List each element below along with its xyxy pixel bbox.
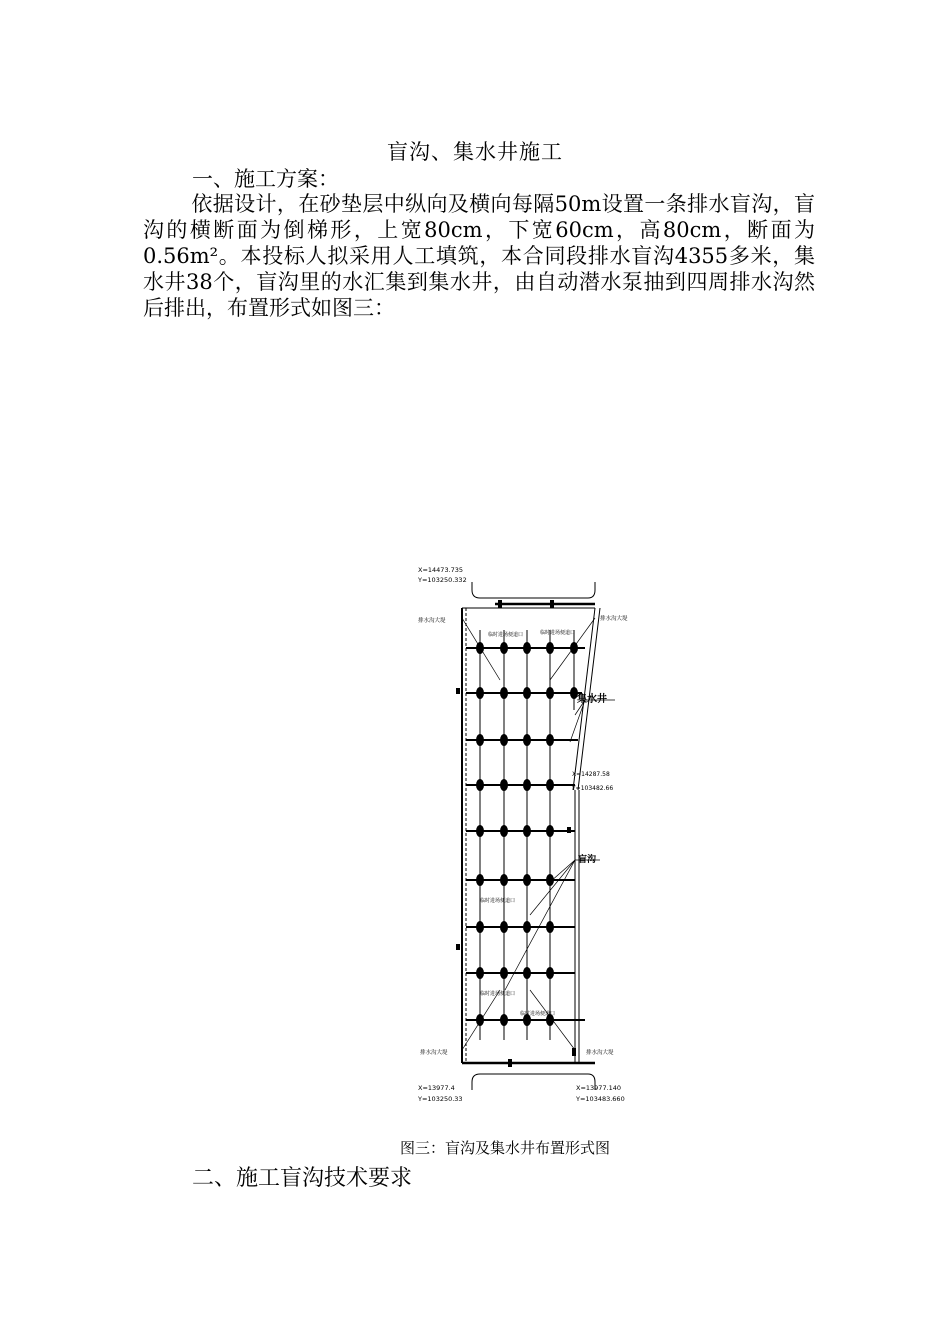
label-ditch-top-left: 排水沟大堤: [418, 618, 446, 624]
coord-mid-right-y: Y=103482.66: [572, 785, 614, 792]
body-paragraph: [143, 191, 815, 321]
label-access-1: 临时进场便道口: [488, 632, 524, 638]
coord-mid-right-x: X=14287.58: [572, 771, 610, 778]
coord-top-left-x: X=14473.735: [418, 566, 464, 574]
label-access-3: 临时进场便道口: [480, 898, 516, 904]
coord-top-left-y: Y=103250.332: [418, 576, 467, 584]
coord-bottom-left-y: Y=103250.33: [418, 1095, 463, 1103]
section-heading-requirements: 二、施工盲沟技术要求: [192, 1166, 413, 1191]
label-ditch-top-right: 排水沟大堤: [600, 616, 628, 622]
coord-bottom-right-x: X=13977.140: [576, 1084, 622, 1092]
layout-figure: [410, 560, 640, 1112]
label-collection-well: 集水井: [577, 694, 607, 705]
label-access-4: 临时进场便道口: [480, 991, 516, 997]
figure-caption: 图三：盲沟及集水井布置形式图: [399, 1139, 610, 1157]
label-access-5: 临时进场便道口: [520, 1011, 556, 1017]
collection-wells: [456, 600, 578, 1067]
label-blind-ditch: 盲沟: [578, 855, 597, 865]
label-access-2: 临时进场便道口: [540, 630, 576, 636]
section-heading-plan: 一、施工方案：: [192, 167, 339, 191]
paragraph-text: 依据设计，在砂垫层中纵向及横向每隔50m设置一条排水盲沟，盲沟的横断面为倒梯形，上宽80cm，下宽60cm，高80cm，断面为0.56m²。本投标人拟采用人工填筑，本合同段排水盲沟4355多米，集水井38个，盲沟里的水汇集到集水井，由自动潜水泵抽到四周排水沟然后排出，布置形式如图三：: [143, 192, 815, 320]
coord-bottom-right-y: Y=103483.660: [576, 1095, 625, 1103]
label-ditch-bottom-right: 排水沟大堤: [586, 1050, 614, 1056]
leader-lines: [505, 700, 615, 990]
layout-drawing: [410, 560, 640, 1112]
document-title: 盲沟、集水井施工: [387, 140, 563, 164]
label-ditch-bottom-left: 排水沟大堤: [420, 1050, 448, 1056]
coord-bottom-left-x: X=13977.4: [418, 1084, 455, 1092]
